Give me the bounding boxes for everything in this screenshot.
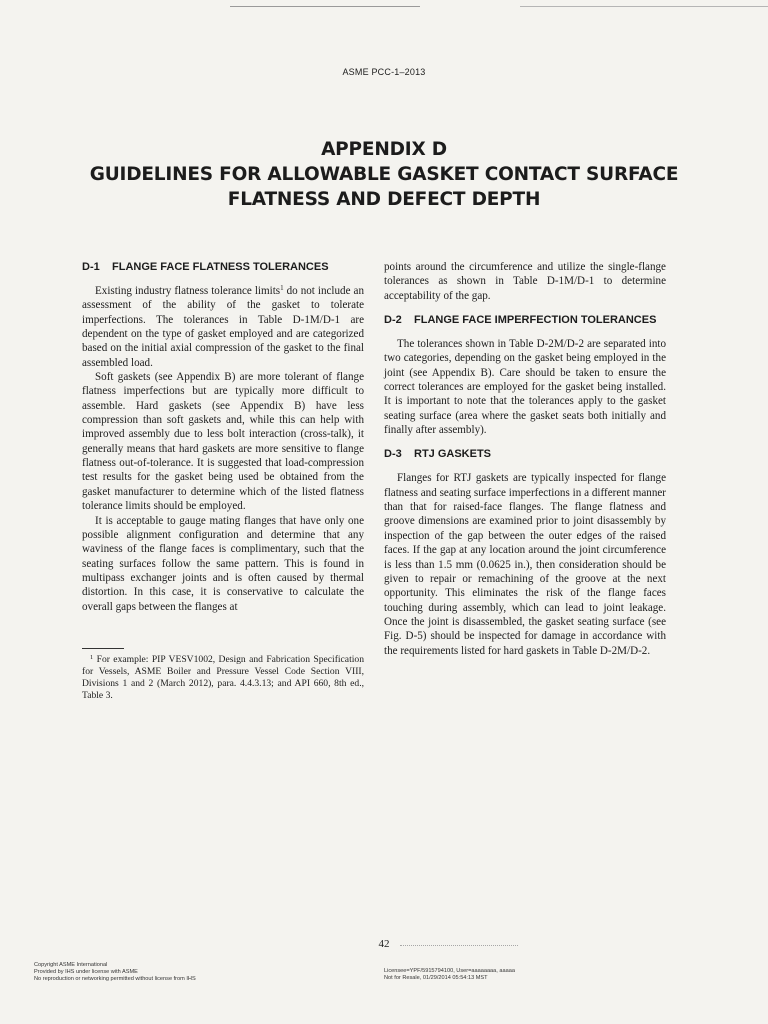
footer-line: No reproduction or networking permitted without license from IHS	[34, 976, 196, 983]
paragraph-d1-3: It is acceptable to gauge mating flanges that have only one possible alignment configuration and determine that any waviness of the flange faces is complimentary, such that the seating surfaces follow the same pattern. This is found in multipass exchanger joints and is often caused by thermal distortion. In this case, it is conservative to calculate the overall gaps between the flanges at	[82, 514, 364, 613]
paragraph-d1-2: Soft gaskets (see Appendix B) are more tolerant of flange flatness imperfections but are typically more difficult to assemble. Hard gaskets (see Appendix B) have less compression than soft gaskets and, while this can help with improved assembly due to less bolt interaction (cross-talk), it generally means that hard gaskets are more sensitive to flange flatness out-of-tolerance. It is suggested that load-compression test results for the gasket being used be obtained from the gasket manufacturer to determine which of the listed flatness tolerance limits should be employed.	[82, 371, 364, 513]
appendix-title-line-3: FLATNESS AND DEFECT DEPTH	[227, 189, 541, 210]
paragraph-text: Existing industry flatness tolerance limits	[95, 285, 281, 297]
footnote-rule	[82, 648, 124, 649]
section-heading-d1	[82, 260, 364, 274]
footer-line: Not for Resale, 01/29/2014 05:54:13 MST	[384, 975, 488, 982]
section-number: D-2	[384, 314, 402, 327]
footnote	[82, 654, 364, 702]
footer-line: Copyright ASME International	[34, 962, 108, 968]
paragraph-text: do not include an assessment of the ability of the gasket to tolerate imperfections. The tolerances in Table D-1M/D-1 are dependent on the type of gasket employed and are categorized based on the initial axial compression of the gasket to the final assembled load.	[82, 285, 364, 369]
scan-artifact-line	[520, 6, 768, 7]
paragraph-d1-1	[82, 284, 364, 370]
footnote-reference[interactable]: 1	[280, 284, 284, 292]
left-column	[82, 260, 364, 614]
section-number: D-1	[82, 261, 100, 273]
section-number: D-3	[384, 448, 402, 461]
paragraph-d2-1: The tolerances shown in Table D-2M/D-2 are separated into two categories, depending on the gasket being employed in the joint (see Appendix B). Care should be taken to ensure the correct tolerances are employed for the gasket being installed. It is important to note that the tolerances apply to the gasket seating surface (area where the gasket seats both initially and finally after assembly).	[384, 338, 666, 437]
appendix-title-line-1: APPENDIX D	[321, 139, 447, 160]
scan-artifact-dots	[400, 945, 518, 947]
right-column	[384, 260, 666, 658]
page-number: 42	[378, 938, 390, 950]
appendix-title	[0, 137, 768, 212]
running-header: ASME PCC-1–2013	[342, 67, 426, 77]
section-title: RTJ GASKETS	[414, 448, 492, 461]
section-heading-d2	[384, 313, 666, 327]
scan-artifact-line	[230, 6, 420, 7]
footnote-marker: 1	[90, 654, 94, 661]
appendix-title-line-2: GUIDELINES FOR ALLOWABLE GASKET CONTACT SURFACE	[89, 164, 679, 185]
license-footer	[384, 968, 515, 982]
paragraph-d1-3-continued: points around the circumference and utilize the single-flange tolerances as shown in Table D-1M/D-1 to determine acceptability of the gap.	[384, 261, 666, 302]
copyright-footer	[34, 962, 196, 984]
section-title: FLANGE FACE FLATNESS TOLERANCES	[112, 261, 329, 273]
footer-line: Licensee=YPF/5915794100, User=aaaaaaaa, aaaaa	[384, 968, 515, 974]
footer-line: Provided by IHS under license with ASME	[34, 969, 138, 976]
section-title: FLANGE FACE IMPERFECTION TOLERANCES	[414, 314, 657, 327]
section-heading-d3	[384, 447, 666, 461]
footnote-text: For example: PIP VESV1002, Design and Fabrication Specification for Vessels, ASME Boiler and Pressure Vessel Code Section VIII, Divisions 1 and 2 (March 2012), para. 4.4.3.13; and API 660, 8th ed., Table 3.	[82, 654, 364, 701]
paragraph-d3-1: Flanges for RTJ gaskets are typically inspected for flange flatness and seating surface imperfections in a different manner than that for raised-face flanges. The flange flatness and groove dimensions are examined prior to joint disassembly by inspection of the gap between the outer edges of the raised faces. If the gap at any location around the joint circumference is less than 1.5 mm (0.0625 in.), then consideration should be given to repair or remachining of the groove at the next opportunity. This eliminates the risk of the flange faces touching during assembly, which can lead to joint leakage. Once the joint is disassembled, the gasket seating surface (see Fig. D-5) should be inspected for damage in accordance with the requirements listed for hard gaskets in Table D-2M/D-2.	[384, 472, 666, 657]
